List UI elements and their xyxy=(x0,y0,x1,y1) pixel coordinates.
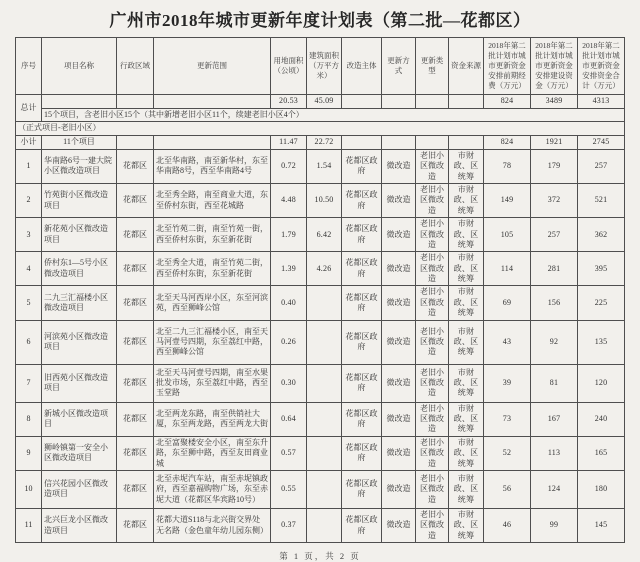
column-header-subject: 改造主体 xyxy=(342,38,382,95)
project-row xyxy=(16,470,625,508)
cell-no: 3 xyxy=(16,218,42,252)
project-row xyxy=(16,402,625,436)
empty-cell xyxy=(342,135,382,149)
cell-land-area: 0.40 xyxy=(271,286,307,320)
subtotal-building-area: 22.72 xyxy=(307,135,342,149)
cell-fund-source: 市财政、区统筹 xyxy=(449,218,484,252)
section-row xyxy=(16,122,625,135)
subtotal-label: 小计 xyxy=(16,135,42,149)
cell-name: 二九三汇福楼小区微改造项目 xyxy=(42,286,117,320)
cell-pre-fund: 46 xyxy=(484,508,531,542)
cell-name: 狮岭镇第一安全小区微改造项目 xyxy=(42,436,117,470)
empty-cell xyxy=(42,95,117,109)
project-row xyxy=(16,320,625,364)
cell-building-area xyxy=(307,320,342,364)
cell-pre-fund: 52 xyxy=(484,436,531,470)
header-row xyxy=(16,38,625,95)
project-row xyxy=(16,286,625,320)
cell-fund-source: 市财政、区统筹 xyxy=(449,436,484,470)
cell-district: 花都区 xyxy=(117,252,154,286)
cell-subject: 花都区政府 xyxy=(342,183,382,217)
column-header-no: 序号 xyxy=(16,38,42,95)
cell-no: 2 xyxy=(16,183,42,217)
cell-scope: 北至二九三汇福楼小区，南至天马河壹号四期，东至荔红中路，西至狮峰公馆 xyxy=(154,320,271,364)
cell-pre-fund: 78 xyxy=(484,149,531,183)
cell-total-fund: 165 xyxy=(578,436,625,470)
cell-building-area xyxy=(307,364,342,402)
cell-name: 华南路6号一建大院小区微改造项目 xyxy=(42,149,117,183)
cell-method: 微改造 xyxy=(382,218,416,252)
subtotal-pre-fund: 824 xyxy=(484,135,531,149)
subtotal-build-fund: 1921 xyxy=(531,135,578,149)
cell-building-area: 10.50 xyxy=(307,183,342,217)
cell-land-area: 0.37 xyxy=(271,508,307,542)
cell-no: 7 xyxy=(16,364,42,402)
cell-subject: 花都区政府 xyxy=(342,402,382,436)
page-title: 广州市2018年城市更新年度计划表（第二批—花都区） xyxy=(109,11,531,30)
cell-no: 9 xyxy=(16,436,42,470)
empty-cell xyxy=(154,95,271,109)
cell-build-fund: 372 xyxy=(531,183,578,217)
cell-subject: 花都区政府 xyxy=(342,436,382,470)
cell-build-fund: 92 xyxy=(531,320,578,364)
column-header-fund-source: 资金来源 xyxy=(449,38,484,95)
cell-subject: 花都区政府 xyxy=(342,252,382,286)
cell-total-fund: 145 xyxy=(578,508,625,542)
cell-name: 新城小区微改造项目 xyxy=(42,402,117,436)
subtotal-project-count: 11个项目 xyxy=(42,135,117,149)
empty-cell xyxy=(416,95,449,109)
grand-total-pre-fund: 824 xyxy=(484,95,531,109)
empty-cell xyxy=(449,135,484,149)
section-label: （正式项目-老旧小区） xyxy=(16,122,625,135)
project-row xyxy=(16,183,625,217)
cell-land-area: 0.57 xyxy=(271,436,307,470)
cell-scope: 北至富聚楼安全小区，南至东升路，东至狮中路，西至友田商业城 xyxy=(154,436,271,470)
cell-build-fund: 167 xyxy=(531,402,578,436)
project-row xyxy=(16,508,625,542)
cell-build-fund: 257 xyxy=(531,218,578,252)
empty-cell xyxy=(117,95,154,109)
cell-district: 花都区 xyxy=(117,218,154,252)
cell-subject: 花都区政府 xyxy=(342,320,382,364)
cell-fund-source: 市财政、区统筹 xyxy=(449,252,484,286)
cell-type: 老旧小区微改造 xyxy=(416,364,449,402)
page-number: 第 1 页，共 2 页 xyxy=(279,551,361,562)
cell-type: 老旧小区微改造 xyxy=(416,470,449,508)
cell-name: 侨村东1—5号小区微改造项目 xyxy=(42,252,117,286)
cell-total-fund: 240 xyxy=(578,402,625,436)
empty-cell xyxy=(117,135,154,149)
cell-building-area: 6.42 xyxy=(307,218,342,252)
cell-name: 竹苑街小区微改造项目 xyxy=(42,183,117,217)
cell-name: 新花苑小区微改造项目 xyxy=(42,218,117,252)
cell-build-fund: 124 xyxy=(531,470,578,508)
project-row xyxy=(16,436,625,470)
cell-building-area xyxy=(307,470,342,508)
cell-method: 微改造 xyxy=(382,436,416,470)
cell-subject: 花都区政府 xyxy=(342,149,382,183)
cell-pre-fund: 39 xyxy=(484,364,531,402)
cell-building-area: 1.54 xyxy=(307,149,342,183)
grand-total-fund-sum: 4313 xyxy=(578,95,625,109)
cell-method: 微改造 xyxy=(382,402,416,436)
cell-pre-fund: 105 xyxy=(484,218,531,252)
cell-type: 老旧小区微改造 xyxy=(416,149,449,183)
cell-build-fund: 81 xyxy=(531,364,578,402)
cell-method: 微改造 xyxy=(382,470,416,508)
cell-district: 花都区 xyxy=(117,470,154,508)
project-row xyxy=(16,149,625,183)
cell-land-area: 4.48 xyxy=(271,183,307,217)
cell-method: 微改造 xyxy=(382,364,416,402)
cell-build-fund: 113 xyxy=(531,436,578,470)
cell-no: 6 xyxy=(16,320,42,364)
cell-district: 花都区 xyxy=(117,183,154,217)
cell-scope: 北至天马河西岸小区，东至河滨苑，西至狮峰公馆 xyxy=(154,286,271,320)
cell-district: 花都区 xyxy=(117,402,154,436)
cell-land-area: 0.64 xyxy=(271,402,307,436)
column-header-total-fund: 2018年第二批计划市城市更新资金安排资金合计（万元） xyxy=(578,38,625,95)
cell-land-area: 0.55 xyxy=(271,470,307,508)
cell-pre-fund: 114 xyxy=(484,252,531,286)
cell-fund-source: 市财政、区统筹 xyxy=(449,149,484,183)
cell-method: 微改造 xyxy=(382,320,416,364)
cell-type: 老旧小区微改造 xyxy=(416,508,449,542)
cell-name: 北兴巨龙小区微改造项目 xyxy=(42,508,117,542)
cell-total-fund: 180 xyxy=(578,470,625,508)
cell-fund-source: 市财政、区统筹 xyxy=(449,183,484,217)
cell-method: 微改造 xyxy=(382,508,416,542)
cell-no: 8 xyxy=(16,402,42,436)
cell-total-fund: 521 xyxy=(578,183,625,217)
cell-type: 老旧小区微改造 xyxy=(416,402,449,436)
project-row xyxy=(16,218,625,252)
cell-fund-source: 市财政、区统筹 xyxy=(449,402,484,436)
cell-district: 花都区 xyxy=(117,508,154,542)
cell-scope: 北至秀全大道，南至竹苑二街，西至侨村东街，东至新花街 xyxy=(154,252,271,286)
cell-building-area xyxy=(307,286,342,320)
cell-total-fund: 362 xyxy=(578,218,625,252)
grand-total-land-area: 20.53 xyxy=(271,95,307,109)
cell-fund-source: 市财政、区统筹 xyxy=(449,470,484,508)
cell-name: 河滨苑小区微改造项目 xyxy=(42,320,117,364)
subtotal-fund-sum: 2745 xyxy=(578,135,625,149)
column-header-district: 行政区域 xyxy=(117,38,154,95)
cell-fund-source: 市财政、区统筹 xyxy=(449,286,484,320)
grand-total-label: 总计 xyxy=(16,95,42,122)
cell-total-fund: 120 xyxy=(578,364,625,402)
grand-total-build-fund: 3489 xyxy=(531,95,578,109)
column-header-project-name: 项目名称 xyxy=(42,38,117,95)
cell-scope: 北至天马河壹号四期，南至水果批发市场，东至荔红中路，西至玉堂路 xyxy=(154,364,271,402)
cell-district: 花都区 xyxy=(117,149,154,183)
cell-land-area: 0.72 xyxy=(271,149,307,183)
cell-scope: 花都大道S118与北兴街交界处无名路（金色童年幼儿园东侧） xyxy=(154,508,271,542)
cell-scope: 北至秀全路，南至商业大道，东至侨村东街，西至花城路 xyxy=(154,183,271,217)
column-header-build-fund: 2018年第二批计划市城市更新资金安排建设资金（万元） xyxy=(531,38,578,95)
empty-cell xyxy=(342,95,382,109)
column-header-building-area: 建筑面积（万平方米） xyxy=(307,38,342,95)
cell-district: 花都区 xyxy=(117,436,154,470)
cell-scope: 北至竹苑二街，南至竹苑一街，西至侨村东街，东至新花街 xyxy=(154,218,271,252)
cell-total-fund: 395 xyxy=(578,252,625,286)
project-row xyxy=(16,364,625,402)
cell-no: 10 xyxy=(16,470,42,508)
cell-method: 微改造 xyxy=(382,183,416,217)
urban-renewal-plan-table xyxy=(15,37,625,543)
cell-scope: 北至两龙东路，南至供销社大厦，东至两龙路，西至两龙大街 xyxy=(154,402,271,436)
column-header-land-area: 用地面积（公顷） xyxy=(271,38,307,95)
column-header-scope: 更新范围 xyxy=(154,38,271,95)
cell-subject: 花都区政府 xyxy=(342,470,382,508)
cell-scope: 北至赤坭汽车站，南至赤坭镇政府，西至嘉福购物广场，东至赤坭大道（花都区华宾路10号） xyxy=(154,470,271,508)
cell-total-fund: 225 xyxy=(578,286,625,320)
cell-type: 老旧小区微改造 xyxy=(416,218,449,252)
cell-method: 微改造 xyxy=(382,286,416,320)
cell-district: 花都区 xyxy=(117,320,154,364)
cell-build-fund: 99 xyxy=(531,508,578,542)
cell-type: 老旧小区微改造 xyxy=(416,183,449,217)
cell-pre-fund: 56 xyxy=(484,470,531,508)
cell-land-area: 0.30 xyxy=(271,364,307,402)
cell-building-area xyxy=(307,436,342,470)
cell-method: 微改造 xyxy=(382,252,416,286)
cell-district: 花都区 xyxy=(117,286,154,320)
cell-pre-fund: 69 xyxy=(484,286,531,320)
cell-build-fund: 281 xyxy=(531,252,578,286)
cell-fund-source: 市财政、区统筹 xyxy=(449,320,484,364)
grand-total-row xyxy=(16,95,625,109)
project-row xyxy=(16,252,625,286)
cell-name: 旧西苑小区微改造项目 xyxy=(42,364,117,402)
cell-pre-fund: 43 xyxy=(484,320,531,364)
cell-type: 老旧小区微改造 xyxy=(416,286,449,320)
cell-subject: 花都区政府 xyxy=(342,364,382,402)
cell-building-area xyxy=(307,402,342,436)
empty-cell xyxy=(382,135,416,149)
column-header-method: 更新方式 xyxy=(382,38,416,95)
cell-name: 信兴花园小区微改造项目 xyxy=(42,470,117,508)
empty-cell xyxy=(449,95,484,109)
cell-subject: 花都区政府 xyxy=(342,286,382,320)
empty-cell xyxy=(382,95,416,109)
cell-total-fund: 135 xyxy=(578,320,625,364)
cell-district: 花都区 xyxy=(117,364,154,402)
cell-fund-source: 市财政、区统筹 xyxy=(449,508,484,542)
grand-total-building-area: 45.09 xyxy=(307,95,342,109)
cell-no: 1 xyxy=(16,149,42,183)
cell-building-area: 4.26 xyxy=(307,252,342,286)
cell-pre-fund: 149 xyxy=(484,183,531,217)
cell-building-area xyxy=(307,508,342,542)
cell-type: 老旧小区微改造 xyxy=(416,252,449,286)
subtotal-land-area: 11.47 xyxy=(271,135,307,149)
grand-total-note-row xyxy=(16,109,625,122)
cell-fund-source: 市财政、区统筹 xyxy=(449,364,484,402)
cell-build-fund: 179 xyxy=(531,149,578,183)
cell-build-fund: 156 xyxy=(531,286,578,320)
cell-type: 老旧小区微改造 xyxy=(416,320,449,364)
empty-cell xyxy=(416,135,449,149)
cell-no: 4 xyxy=(16,252,42,286)
cell-land-area: 1.39 xyxy=(271,252,307,286)
cell-method: 微改造 xyxy=(382,149,416,183)
cell-no: 11 xyxy=(16,508,42,542)
cell-type: 老旧小区微改造 xyxy=(416,436,449,470)
cell-land-area: 1.79 xyxy=(271,218,307,252)
grand-total-note: 15个项目，含老旧小区15个（其中新增老旧小区11个，续建老旧小区4个） xyxy=(42,109,625,122)
cell-pre-fund: 73 xyxy=(484,402,531,436)
column-header-type: 更新类型 xyxy=(416,38,449,95)
cell-total-fund: 257 xyxy=(578,149,625,183)
cell-land-area: 0.26 xyxy=(271,320,307,364)
column-header-pre-fund: 2018年第二批计划市城市更新资金安排前期经费（万元） xyxy=(484,38,531,95)
empty-cell xyxy=(154,135,271,149)
cell-scope: 北至华南路，南至新华村，东至华南路8号，西至华南路4号 xyxy=(154,149,271,183)
cell-no: 5 xyxy=(16,286,42,320)
subtotal-row xyxy=(16,135,625,149)
cell-subject: 花都区政府 xyxy=(342,218,382,252)
cell-subject: 花都区政府 xyxy=(342,508,382,542)
